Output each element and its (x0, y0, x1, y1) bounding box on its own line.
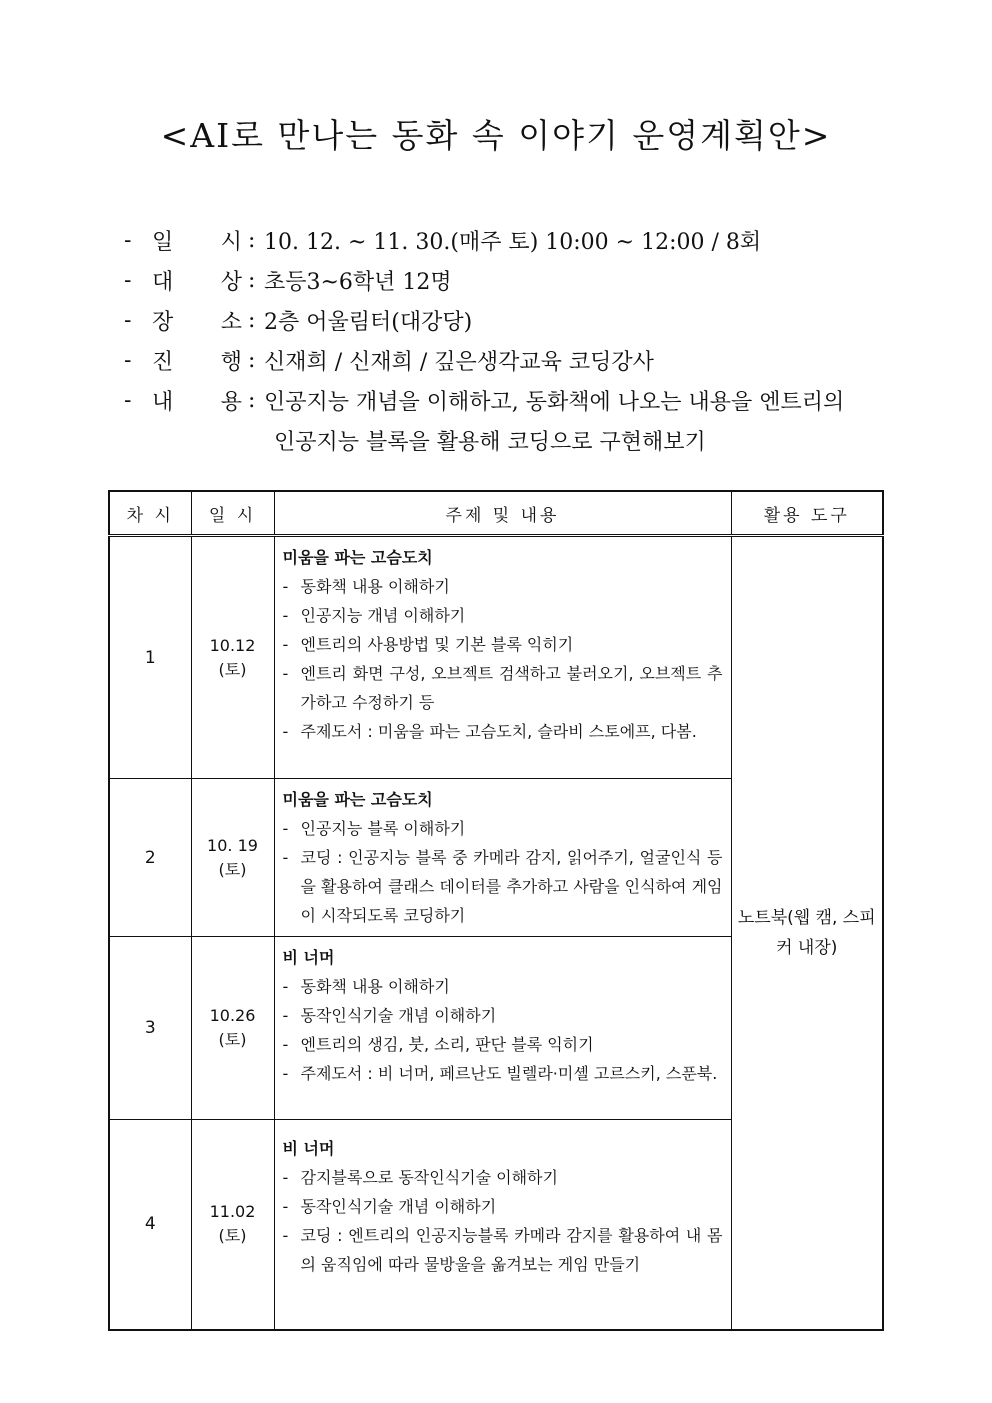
topic-title: 비 너머 (282, 948, 335, 967)
plan-table (108, 490, 884, 1331)
content-cell (274, 779, 731, 937)
day-value: (토) (218, 1226, 247, 1246)
info-row-place: - 장 소 : 2층 어울림터(대강당) (124, 300, 924, 340)
list-item: - 동작인식기술 개념 이해하기 (282, 1197, 497, 1216)
date-value: 10. 19 (207, 835, 258, 855)
list-item: - 주제도서 : 미움을 파는 고슴도치, 슬라비 스토에프, 다봄. (282, 722, 697, 741)
header-session: 차 시 (109, 491, 191, 536)
day-value: (토) (218, 659, 247, 679)
list-item: - 엔트리 화면 구성, 오브젝트 검색하고 불러오기, 오브젝트 추가하고 수정하기 등 (282, 664, 723, 712)
info-value-continuation: 인공지능 블록을 활용해 코딩으로 구현해보기 (274, 429, 706, 455)
date-value: 11.02 (209, 1202, 256, 1222)
session-cell: 4 (109, 1120, 191, 1330)
list-item: - 코딩 : 엔트리의 인공지능블록 카메라 감지를 활용하여 내 몸의 움직임에 따라 물방울을 옮겨보는 게임 만들기 (282, 1226, 723, 1274)
header-tool: 활용 도구 (731, 491, 883, 536)
info-label: 내 용 (152, 389, 242, 415)
list-item: - 주제도서 : 비 너머, 페르난도 빌렐라·미셸 고르스키, 스푼북. (282, 1064, 718, 1083)
info-row-schedule: - 일 시 : 10. 12. ~ 11. 30.(매주 토) 10:00 ~ 12:00 / 8회 (124, 220, 924, 260)
info-value: 2층 어울림터(대강당) (264, 309, 473, 335)
content-cell (274, 536, 731, 779)
list-item: - 인공지능 블록 이해하기 (282, 819, 466, 838)
list-item: - 엔트리의 사용방법 및 기본 블록 익히기 (282, 635, 574, 654)
info-list (124, 220, 924, 460)
info-label: 진 행 (152, 349, 242, 375)
date-cell (191, 1120, 274, 1330)
info-value: 인공지능 개념을 이해하고, 동화책에 나오는 내용을 엔트리의 (264, 389, 845, 415)
list-item: - 인공지능 개념 이해하기 (282, 606, 466, 625)
info-label: 대 상 (152, 269, 242, 295)
topic-title: 미움을 파는 고슴도치 (282, 790, 433, 809)
list-item: - 엔트리의 생김, 붓, 소리, 판단 블록 익히기 (282, 1035, 594, 1054)
list-item: - 동작인식기술 개념 이해하기 (282, 1006, 497, 1025)
header-content: 주제 및 내용 (274, 491, 731, 536)
day-value: (토) (218, 1030, 247, 1049)
info-row-target: - 대 상 : 초등3~6학년 12명 (124, 260, 924, 300)
session-cell: 2 (109, 779, 191, 937)
list-item: - 동화책 내용 이해하기 (282, 977, 450, 996)
info-row-content: - 내 용 : 인공지능 개념을 이해하고, 동화책에 나오는 내용을 엔트리의 (124, 380, 924, 420)
topic-title: 비 너머 (282, 1139, 335, 1158)
day-value: (토) (218, 859, 247, 879)
date-cell (191, 536, 274, 779)
info-value: 초등3~6학년 12명 (264, 269, 452, 295)
date-value: 10.12 (209, 635, 256, 655)
info-value: 신재희 / 신재희 / 깊은생각교육 코딩강사 (264, 349, 654, 375)
list-item: - 동화책 내용 이해하기 (282, 577, 450, 596)
table-row (109, 536, 883, 779)
list-item: - 감지블록으로 동작인식기술 이해하기 (282, 1168, 558, 1187)
date-cell (191, 937, 274, 1120)
session-cell: 3 (109, 937, 191, 1120)
page-title: <AI로 만나는 동화 속 이야기 운영계획안> (160, 116, 832, 155)
info-label: 일 시 (152, 229, 242, 255)
table-header-row (109, 491, 883, 536)
list-item: - 코딩 : 인공지능 블록 중 카메라 감지, 읽어주기, 얼굴인식 등을 활용하여 클래스 데이터를 추가하고 사람을 인식하여 게임이 시작되도록 코딩하기 (282, 848, 723, 925)
info-value: 10. 12. ~ 11. 30.(매주 토) 10:00 ~ 12:00 / 8회 (264, 229, 762, 255)
info-label: 장 소 (152, 309, 242, 335)
content-cell (274, 1120, 731, 1330)
topic-title: 미움을 파는 고슴도치 (282, 548, 433, 567)
date-value: 10.26 (209, 1006, 256, 1025)
header-date: 일 시 (191, 491, 274, 536)
date-cell (191, 779, 274, 937)
info-row-staff: - 진 행 : 신재희 / 신재희 / 깊은생각교육 코딩강사 (124, 340, 924, 380)
tool-cell: 노트북(웹 캠, 스피커 내장) (731, 536, 883, 1330)
session-cell: 1 (109, 536, 191, 779)
content-cell (274, 937, 731, 1120)
